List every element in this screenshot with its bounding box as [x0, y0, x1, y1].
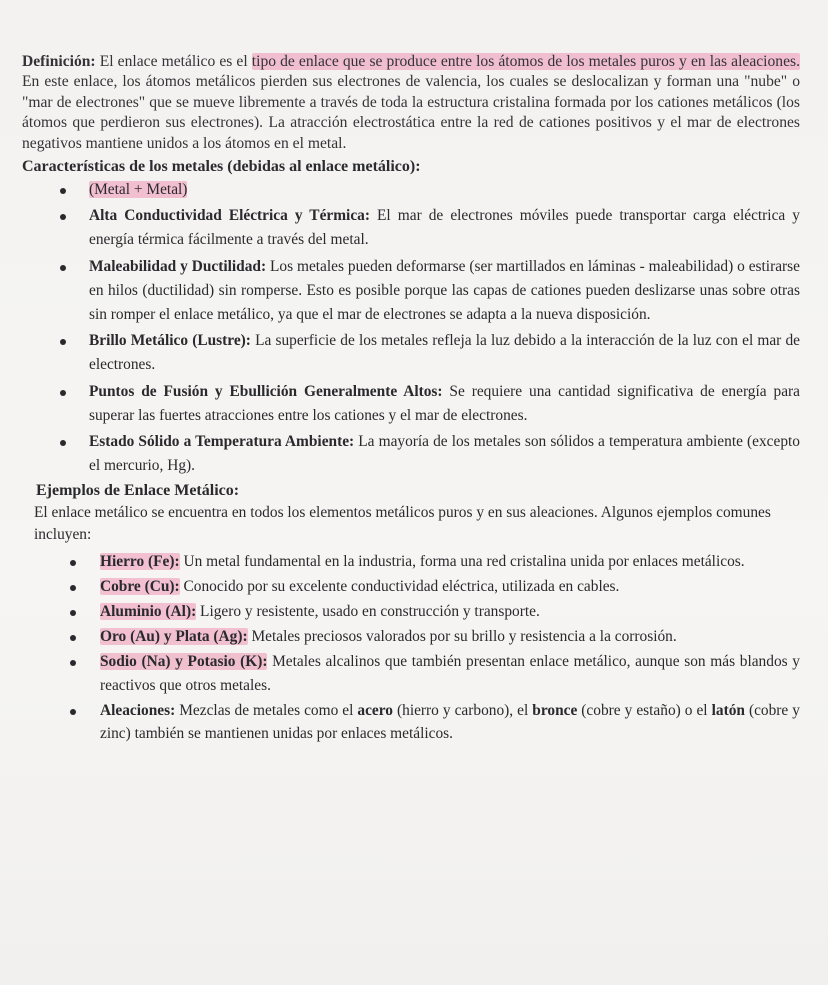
list-item [60, 329, 800, 377]
example-term: Aleaciones: [100, 701, 176, 719]
definition-label: Definición: [22, 53, 96, 70]
examples-title: Ejemplos de Enlace Metálico: [36, 482, 240, 500]
feature-term: Estado Sólido a Temperatura Ambiente: [89, 433, 355, 451]
list-item [60, 255, 800, 328]
definition-text-1: El enlace metálico es el [95, 53, 252, 70]
example-term: Oro (Au) y Plata (Ag): [100, 628, 248, 646]
example-term: Aluminio (Al): [100, 603, 197, 621]
alloys-text-2: (hierro y carbono), el [393, 701, 533, 719]
feature-text: La mayoría de los metales son sólidos a temperatura ambiente (excepto el mercurio, Hg). [89, 433, 800, 475]
list-item [60, 178, 800, 202]
examples-list [70, 550, 800, 746]
alloy-laton: latón [711, 701, 745, 719]
feature-text: Los metales pueden deformarse (ser martillados en láminas - maleabilidad) o estirarse en hilos (ductilidad) sin romperse. Esto es posible porque las capas de cationes pueden deslizarse unas sobre otras sin romper el enlace metálico, ya que el mar de electrones se adapta a la nueva disposición. [89, 257, 800, 324]
feature-text: El mar de electrones móviles puede transportar carga eléctrica y energía térmica fácilmente a través del metal. [89, 207, 800, 249]
list-item [70, 699, 800, 746]
example-text: Un metal fundamental en la industria, forma una red cristalina unida por enlaces metálicos. [179, 553, 745, 571]
example-text: Conocido por su excelente conductividad eléctrica, utilizada en cables. [179, 578, 620, 596]
list-item [70, 625, 800, 649]
list-item [70, 575, 800, 599]
list-item [70, 600, 800, 624]
alloy-bronce: bronce [532, 701, 578, 719]
alloys-text-4: (cobre y zinc) también se mantienen unidas por enlaces metálicos. [100, 701, 800, 743]
feature-term: Alta Conductividad Eléctrica y Térmica: [89, 207, 370, 225]
feature-term: Brillo Metálico (Lustre): [89, 332, 251, 350]
list-item [60, 204, 800, 252]
example-text: Metales alcalinos que también presentan enlace metálico, aunque son más blandos y reactivos que otros metales. [100, 653, 800, 694]
definition-text-2: En este enlace, los átomos metálicos pierden sus electrones de valencia, los cuales se deslocalizan y forman una "nube" o "mar de electrones" que se mueve libremente a través de toda la estructura cristalina formada por los cationes metálicos (los átomos que perdieron sus electrones). La atracción electrostática entre la red de cationes positivos y el mar de electrones negativos mantiene unidos a los átomos en el metal. [22, 73, 800, 152]
list-item [60, 380, 800, 428]
feature-term: Maleabilidad y Ductilidad: [89, 257, 267, 275]
feature-text: Se requiere una cantidad significativa de energía para superar las fuertes atracciones entre los cationes y el mar de electrones. [89, 382, 800, 424]
list-item [60, 430, 800, 478]
definition-paragraph [22, 52, 800, 154]
example-term: Cobre (Cu): [100, 578, 180, 596]
example-text: Metales preciosos valorados por su brillo y resistencia a la corrosión. [247, 628, 677, 646]
list-item [70, 550, 800, 574]
characteristics-title: Características de los metales (debidas al enlace metálico): [22, 158, 421, 176]
alloy-acero: acero [357, 701, 393, 719]
characteristics-list [60, 178, 800, 478]
example-term: Hierro (Fe): [100, 553, 180, 571]
example-term: Sodio (Na) y Potasio (K): [100, 653, 268, 671]
feature-text: La superficie de los metales refleja la luz debido a la interacción de la luz con el mar de electrones. [89, 332, 800, 374]
alloys-text-3: (cobre y estaño) o el [577, 701, 712, 719]
examples-intro: El enlace metálico se encuentra en todos los elementos metálicos puros y en sus aleaciones. Algunos ejemplos comunes incluyen: [34, 504, 771, 544]
list-item [70, 650, 800, 697]
definition-highlight: tipo de enlace que se produce entre los átomos de los metales puros y en las aleaciones. [251, 53, 800, 70]
example-text: Ligero y resistente, usado en construcción y transporte. [196, 603, 540, 621]
metal-metal-note: (Metal + Metal) [89, 181, 188, 199]
alloys-text-1: Mezclas de metales como el [175, 701, 358, 719]
feature-term: Puntos de Fusión y Ebullición Generalmente Altos: [89, 382, 443, 400]
